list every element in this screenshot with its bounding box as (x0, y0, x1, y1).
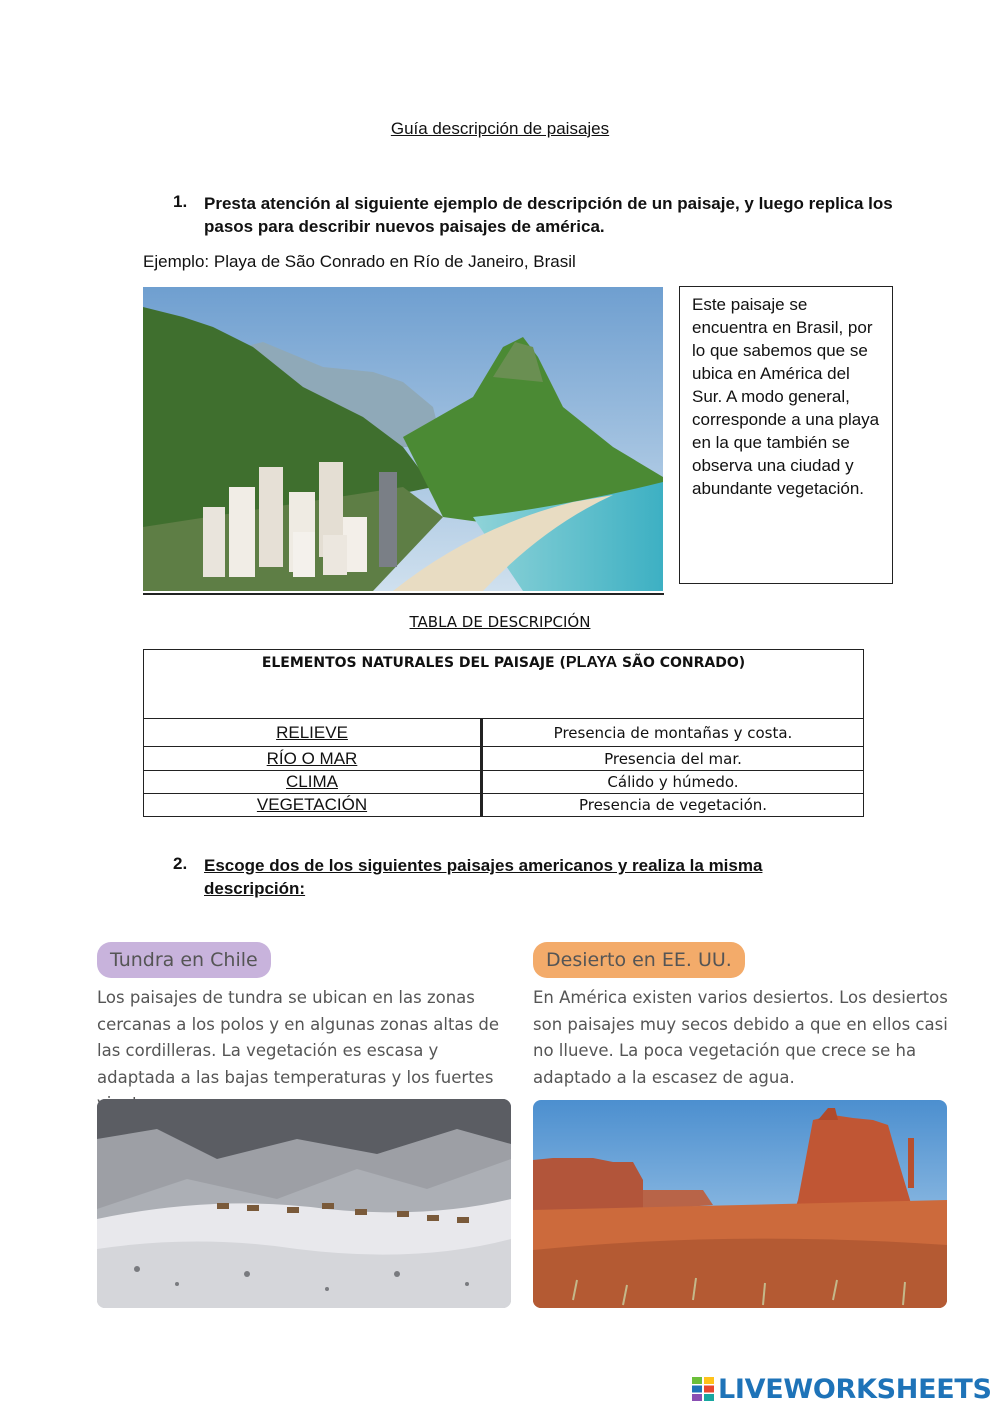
table-header (144, 650, 864, 719)
table-row (144, 747, 864, 771)
tundra-title-pill: Tundra en Chile (97, 942, 271, 978)
tundra-description: Los paisajes de tundra se ubican en las zonas cercanas a los polos y en algunas zonas altas de las cordilleras. La vegetación es escasa y adaptada a las bajas temperaturas y los fuertes (97, 988, 500, 1087)
description-table (143, 649, 864, 817)
row-value: Presencia de montañas y costa. (482, 719, 864, 747)
page-title: Guía descripción de paisajes (390, 119, 610, 138)
table-row (144, 771, 864, 794)
row-label: VEGETACIÓN (144, 794, 482, 817)
row-label: RELIEVE (144, 719, 482, 747)
row-value: Cálido y húmedo. (482, 771, 864, 794)
table-caption: TABLA DE DESCRIPCIÓN (409, 613, 591, 631)
question-1-number: 1. (173, 192, 188, 211)
question-2-text: Escoge dos de los siguientes paisajes americanos y realiza la misma descripción: (204, 856, 763, 898)
row-label: CLIMA (144, 771, 482, 794)
example-label: Ejemplo: Playa de São Conrado en Río de Janeiro, Brasil (143, 252, 576, 271)
table-header-part1: ELEMENTOS NATURALES DEL PAISAJE ( (261, 655, 566, 671)
brand-text: LIVEWORKSHEETS (718, 1373, 992, 1405)
table-header-part3: SÃO CONRADO) (617, 655, 746, 671)
row-label: RÍO O MAR (144, 747, 482, 771)
description-box: Este paisaje se encuentra en Brasil, por lo que sabemos que se ubica en América del Sur. A modo general, corresponde a una playa en la que también se observa una ciudad y abundante vegetación. (679, 286, 893, 584)
desert-title-pill: Desierto en EE. UU. (533, 942, 745, 978)
tundra-photo (97, 1099, 511, 1308)
row-value: Presencia del mar. (482, 747, 864, 771)
table-header-part2: PLAYA (565, 654, 618, 671)
desert-photo (533, 1100, 947, 1308)
question-1-text: Presta atención al siguiente ejemplo de descripción de un paisaje, y luego replica los pasos para describir nuevos paisajes de américa. (204, 194, 893, 236)
question-2-number: 2. (173, 854, 188, 873)
table-row (144, 719, 864, 747)
rio-beach-photo (143, 287, 663, 591)
brand-logo (692, 1374, 992, 1404)
row-value: Presencia de vegetación. (482, 794, 864, 817)
liveworksheets-icon (692, 1377, 714, 1401)
table-row (144, 794, 864, 817)
photo-underline (143, 593, 664, 595)
desert-description: En América existen varios desiertos. Los desiertos son paisajes muy secos debido a que en ellos casi no llueve. La poca vegetación que crece se ha adaptado a la escasez de agua. (533, 988, 948, 1087)
